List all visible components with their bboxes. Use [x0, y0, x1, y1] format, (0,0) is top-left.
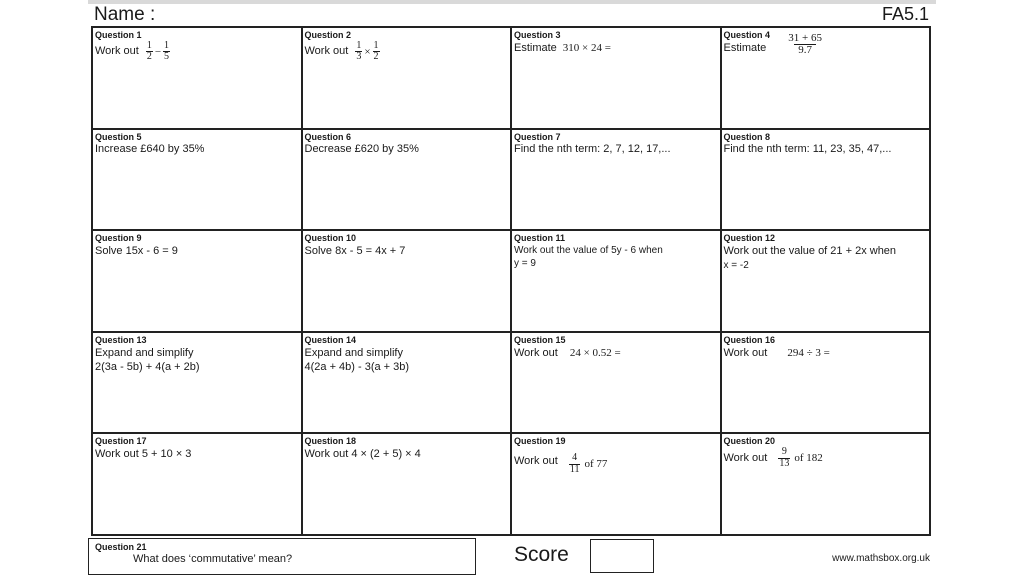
fraction: $\frac{9}{13}$ [779, 446, 790, 469]
question-cell-19[interactable] [512, 434, 722, 536]
question-text: What does ‘commutative’ mean? [133, 552, 293, 565]
fraction: $\frac{4}{11}$ [569, 452, 580, 475]
worksheet-code: FA5.1 [881, 4, 929, 24]
question-text-2: x = -2 [723, 259, 749, 271]
question-text-2: 2(3a - 5b) + 4(a + 2b) [95, 361, 200, 374]
question-title: Question 14 [304, 334, 357, 345]
fraction: $\frac{1}{2}$ [373, 39, 379, 63]
question-cell-12[interactable] [722, 231, 932, 333]
header-rule [88, 0, 936, 4]
question-title: Question 4 [723, 30, 771, 40]
question-lead: Work out [514, 346, 558, 359]
question-cell-16[interactable] [722, 333, 932, 435]
question-title: Question 3 [514, 30, 561, 40]
question-title: Question 5 [95, 131, 142, 142]
question-text: Expand and simplify [95, 346, 194, 359]
question-lead: Work out [723, 346, 768, 359]
question-title: Question 13 [95, 334, 147, 345]
question-title: Question 21 [95, 542, 147, 552]
question-cell-1[interactable] [93, 28, 303, 130]
question-text: Decrease £620 by 35% [304, 143, 419, 156]
fraction: $\frac{1}{5}$ [164, 39, 170, 63]
question-title: Question 7 [514, 131, 561, 142]
question-lead: Work out [514, 454, 558, 467]
question-lead: Work out [304, 45, 349, 58]
question-cell-15[interactable] [512, 333, 722, 435]
question-expression: 294 ÷ 3 = [787, 346, 830, 359]
question-text: Solve 8x - 5 = 4x + 7 [304, 244, 406, 257]
question-text-2: 4(2a + 4b) - 3(a + 3b) [304, 361, 410, 374]
question-title: Question 1 [95, 30, 142, 40]
question-cell-7[interactable] [512, 130, 722, 232]
question-lead: Work out [723, 451, 768, 464]
question-cell-21[interactable] [88, 538, 476, 575]
question-title: Question 15 [514, 334, 566, 345]
question-expression: 310 × 24 = [562, 41, 611, 54]
question-cell-11[interactable] [512, 231, 722, 333]
operator: − [154, 45, 162, 58]
question-expression: 24 × 0.52 = [569, 346, 621, 359]
question-cell-20[interactable] [722, 434, 932, 536]
question-text: Work out 4 × (2 + 5) × 4 [304, 448, 421, 461]
operator: × [364, 45, 371, 58]
question-text: Solve 15x - 6 = 9 [95, 244, 178, 257]
question-cell-17[interactable] [93, 434, 303, 536]
fraction: $\frac{1}{2}$ [146, 39, 152, 63]
question-cell-3[interactable] [512, 28, 722, 130]
score-label: Score [514, 543, 569, 566]
question-lead: Work out [95, 45, 139, 58]
score-box[interactable] [590, 539, 654, 573]
question-cell-14[interactable] [303, 333, 513, 435]
question-lead: Estimate [723, 42, 767, 55]
question-tail: of 77 [584, 457, 608, 470]
question-cell-18[interactable] [303, 434, 513, 536]
worksheet-page [88, 0, 936, 576]
question-title: Question 2 [304, 30, 352, 40]
question-text: Work out 5 + 10 × 3 [95, 448, 192, 461]
question-grid [91, 26, 931, 536]
question-title: Question 9 [95, 233, 142, 244]
question-tail: of 182 [794, 451, 823, 464]
question-text: Work out the value of 5y - 6 when [514, 244, 663, 256]
footer [88, 538, 936, 576]
question-cell-10[interactable] [303, 231, 513, 333]
question-text-2: y = 9 [514, 258, 536, 270]
question-cell-13[interactable] [93, 333, 303, 435]
question-title: Question 8 [723, 131, 771, 142]
question-title: Question 10 [304, 233, 357, 244]
name-label: Name : [94, 4, 156, 25]
question-cell-5[interactable] [93, 130, 303, 232]
question-title: Question 17 [95, 436, 147, 447]
question-title: Question 19 [514, 436, 566, 447]
question-title: Question 16 [723, 334, 776, 345]
website-label: www.mathsbox.org.uk [832, 553, 930, 564]
question-text: Find the nth term: 11, 23, 35, 47,... [723, 143, 892, 156]
fraction: $\frac{1}{3}$ [356, 39, 362, 63]
question-text: Increase £640 by 35% [95, 143, 205, 156]
question-cell-9[interactable] [93, 231, 303, 333]
question-title: Question 12 [723, 233, 776, 244]
question-cell-4[interactable] [722, 28, 932, 130]
fraction: $\frac{31 + 65}{9.7}$ [788, 31, 823, 57]
question-cell-6[interactable] [303, 130, 513, 232]
question-title: Question 18 [304, 436, 357, 447]
question-text: Find the nth term: 2, 7, 12, 17,... [514, 143, 671, 156]
question-text: Expand and simplify [304, 346, 403, 359]
question-text: Work out the value of 21 + 2x when [723, 244, 897, 257]
question-title: Question 20 [723, 436, 776, 447]
question-title: Question 6 [304, 131, 352, 142]
question-lead: Estimate [514, 41, 557, 54]
question-cell-8[interactable] [722, 130, 932, 232]
question-title: Question 11 [514, 233, 566, 244]
question-cell-2[interactable] [303, 28, 513, 130]
